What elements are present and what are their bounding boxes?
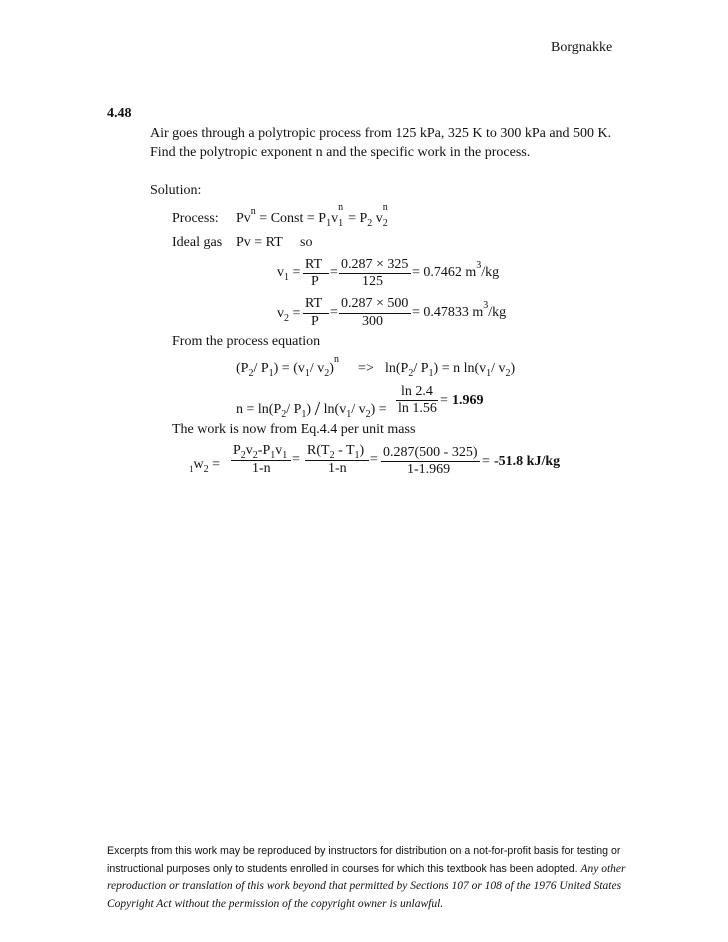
work-frac3-bottom: 1-1.969 — [407, 462, 451, 477]
copyright-footer — [107, 843, 627, 913]
work-frac1-top: $P_2v_2-P_1v_1$ — [233, 443, 288, 461]
work-result: -51.8 kJ/kg — [494, 454, 561, 469]
v2-frac-bottom: 300 — [362, 314, 383, 329]
work-lhs: $_1w_2$ = — [189, 457, 221, 475]
problem-statement-line1: Air goes through a polytropic process from 125 kPa, 325 K to 300 kPa and 500 K. — [150, 126, 612, 141]
ideal-gas-label: Ideal gas — [172, 235, 223, 250]
n-frac-top: ln 2.4 — [401, 384, 433, 399]
log-equation: $\ln(P_2/$ $P_1) = n$ $\ln(v_1/$ $v_2$) — [385, 361, 516, 379]
process-label: Process: — [172, 211, 219, 226]
footer-italic-text: Any other reproduction or translation of this work beyond that permitted by Sections 107 or 108 of the 1976 United States Copyright Act without the permission of the copyright owner is unlawful. — [107, 862, 626, 910]
work-equals-1: = — [292, 452, 300, 467]
work-frac2-top: $R(T_2 - T_1)$ — [307, 443, 365, 461]
so-word: so — [300, 235, 313, 250]
v1-result: = 0.7462 $m^3/kg$ — [412, 260, 500, 280]
solution-heading: Solution: — [150, 183, 202, 198]
process-equation: $Pv^n$ = Const = $P_1v_1^n= P_2$ $v_2^n$ — [236, 202, 388, 229]
v1-frac-bottom: 125 — [362, 274, 383, 289]
v2-frac-top: 0.287 × 500 — [341, 296, 409, 311]
work-equals-2: = — [370, 452, 378, 467]
work-intro-text: The work is now from Eq.4.4 per unit mass — [172, 422, 416, 437]
v2-rt-bottom: P — [311, 314, 319, 329]
ideal-gas-equation: Pv = RT — [236, 235, 283, 250]
v1-frac-top: 0.287 × 325 — [341, 257, 409, 272]
v1-rt-bottom: P — [311, 274, 319, 289]
implies-arrow: => — [358, 361, 374, 376]
work-frac2-bottom: 1-n — [328, 461, 347, 476]
v2-result: = 0.47833 $m^3/kg$ — [412, 300, 507, 320]
problem-statement-line2: Find the polytropic exponent n and the specific work in the process. — [150, 145, 531, 160]
v2-lhs: $v_2$ = — [277, 306, 301, 324]
work-equals-3: = — [482, 454, 490, 469]
from-process-text: From the process equation — [172, 334, 321, 349]
footer-normal-text: Excerpts from this work may be reproduced by instructors for distribution on a not-for-profit basis for testing or instructional purposes only to students enrolled in courses for which this textbook has been adopted. — [107, 845, 621, 875]
v1-lhs: $v_1$ = — [277, 265, 301, 283]
n-equation-lhs: $n = \ln(P_2/$ $P_1) / \ln(v_1/$ $v_2$) = — [236, 398, 387, 420]
v1-rt-top: RT — [305, 257, 323, 272]
n-equals: = — [440, 393, 448, 408]
work-frac3-top: 0.287(500 - 325) — [383, 445, 478, 460]
v2-equals: = — [330, 305, 338, 320]
v2-rt-top: RT — [305, 296, 323, 311]
n-frac-bottom: ln 1.56 — [398, 401, 437, 416]
n-result: 1.969 — [452, 393, 484, 408]
work-frac1-bottom: 1-n — [252, 461, 271, 476]
ratio-equation: ($P_2/$ $P_1) = (v_1/$ $v_2)^n$ — [236, 354, 339, 379]
v1-equals: = — [330, 265, 338, 280]
header-author: Borgnakke — [551, 40, 613, 55]
problem-number: 4.48 — [107, 106, 132, 121]
